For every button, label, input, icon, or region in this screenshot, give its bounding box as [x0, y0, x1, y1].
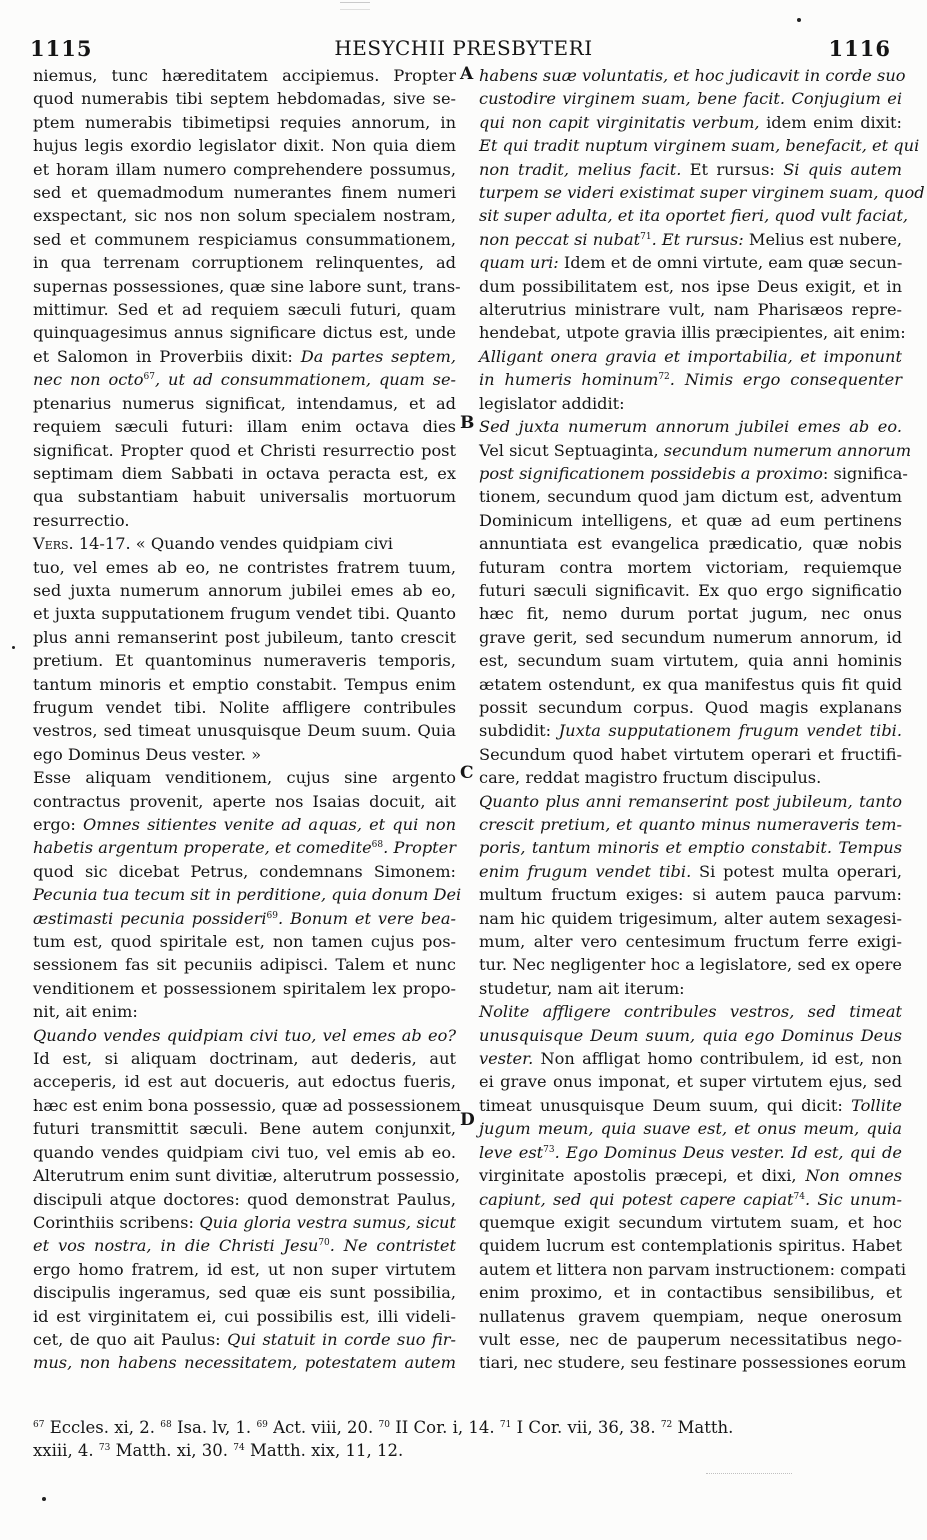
text-line-right: Secundum quod habet virtutem operari et fructifi- [479, 744, 902, 764]
scan-artifact-top [340, 2, 370, 10]
text-line-left: sed juxta numerum annorum jubilei emes ab eo, [33, 580, 456, 600]
text-line-left: nit, ait enim: [33, 1002, 138, 1022]
left-column [33, 64, 462, 1375]
text-line-right: habens suæ voluntatis, et hoc judicavit in corde suo [479, 66, 906, 85]
text-line-right: futuram contra mortem victoriam, requiemque [479, 557, 902, 577]
text-line-right: Dominicum intelligens, et quæ ad eum pertinens [479, 510, 902, 530]
margin-marker-a: A [460, 64, 474, 84]
text-line-left: sed et quemadmodum numerantes finem numeri [33, 183, 456, 203]
text-line-right: subdidit: Juxta supputationem frugum vendet tibi. [479, 721, 903, 741]
text-line-right: Sed juxta numerum annorum jubilei emes ab eo. [479, 417, 902, 437]
text-line-right: quidem lucrum est contemplationis spiritus. Habet [479, 1236, 902, 1256]
text-line-left: ptem numerabis tibimetipsi requies annorum, in [33, 112, 456, 132]
text-line-right: leve est$^{73}$. Ego Dominus Deus vester. Id est, qui de [479, 1142, 902, 1162]
text-line-right: hendebat, utpote gravia illis præcipientes, ait enim: [479, 323, 906, 343]
text-line-right: non tradit, melius facit. Et rursus: Si quis autem [479, 159, 903, 179]
text-line-right: ætatem ostendunt, ex qua manifestus quis fit quid [479, 674, 902, 694]
margin-marker-b: B [460, 413, 475, 433]
text-line-right: quam uri: Idem et de omni virtute, eam quæ secun- [479, 253, 903, 273]
text-line-right: studetur, nam ait iterum: [479, 978, 685, 998]
text-line-right: unusquisque Deum suum, quia ego Dominus Deus [479, 1025, 902, 1045]
text-line-right: capiunt, sed qui potest capere capiat$^{74}$. Sic unum- [479, 1189, 902, 1209]
text-line-left: quod numerabis tibi septem hebdomadas, sive se- [33, 89, 456, 109]
running-title: HESYCHII PRESBYTERI [334, 36, 593, 60]
text-line-right: nullatenus gravem quempiam, neque onerosum [479, 1306, 902, 1326]
text-line-left: et vos nostra, in die Christi Jesu$^{70}$. Ne contristet [33, 1236, 456, 1256]
text-line-left: tantum minoris et emptio constabit. Tempus enim [33, 674, 456, 694]
text-line-right: multum fructum exiges: si autem pauca parvum: [479, 885, 902, 905]
text-line-left: pretium. Et quantominus numeraveris temporis, [33, 651, 456, 671]
margin-marker-d: D [460, 1110, 475, 1130]
text-line-left: et juxta supputationem frugum vendet tibi. Quanto [33, 604, 456, 624]
text-line-right: autem et littera non parvam instructionem: compati [479, 1259, 907, 1279]
text-line-right: vult esse, nec de pauperum necessitatibus nego- [479, 1329, 902, 1349]
text-line-right: crescit pretium, et quanto minus numeraveris tem- [479, 815, 902, 834]
text-line-left: Corinthiis scribens: Quia gloria vestra sumus, sicut [33, 1212, 456, 1232]
text-line-left: sessionem fas sit pecuniis adipisci. Talem et nunc [33, 955, 456, 975]
text-line-right: possit secundum corpus. Quod magis explanans [479, 697, 902, 717]
text-line-right: mum, alter vero centesimum fructum ferre exigi- [479, 932, 902, 952]
text-line-right: sit super adulta, et ita oportet fieri, quod vult faciat, [479, 206, 909, 226]
text-line-left: sed et communem respiciamus consummationem, [33, 229, 456, 249]
text-line-right: Quanto plus anni remanserint post jubileum, tanto [479, 791, 902, 811]
text-line-left: nec non octo$^{67}$, ut ad consummationem, quam se- [33, 370, 456, 390]
text-line-left: Esse aliquam venditionem, cujus sine argento [33, 768, 456, 788]
text-line-left: Alterutrum enim sunt divitiæ, alterutrum possessio, [33, 1166, 461, 1186]
text-line-left: significat. Propter quod et Christi resurrectio post [33, 440, 456, 460]
text-line-right: alterutrius ministrare vult, nam Pharisæos repre- [479, 300, 902, 320]
text-line-right: Et qui tradit nuptum virginem suam, benefacit, et qui [479, 136, 920, 156]
text-line-right: tur. Nec negligenter hoc a legislatore, sed ex opere [479, 955, 902, 975]
text-line-left: et Salomon in Proverbiis dixit: Da partes septem, [33, 346, 456, 366]
text-line-right: care, reddat magistro fructum discipulus. [479, 768, 822, 788]
text-line-left: discipuli atque doctores: quod demonstrat Paulus, [33, 1189, 456, 1209]
text-line-left: venditionem et possessionem spiritalem lex propo- [33, 978, 456, 998]
text-line-right: est, secundum suam virtutem, quia anni hominis [479, 651, 902, 671]
text-line-left: acceperis, id est aut docueris, aut edoctus fueris, [33, 1072, 456, 1092]
text-line-left: Pecunia tua tecum sit in perditione, quia donum Dei [33, 885, 462, 905]
text-line-left: resurrectio. [33, 510, 130, 530]
text-line-right: enim frugum vendet tibi. Si potest multa operari, [479, 861, 902, 881]
text-line-left: requiem sæculi futuri: illam enim octava dies [33, 417, 456, 437]
footnotes-line-1: $^{67}$ Eccles. xi, 2. $^{68}$ Isa. lv, 1. $^{69}$ Act. viii, 20. $^{70}$ II Cor. i, 14. $^{71}$ I Cor. vii, 36, 38. $^{72}$ Matth. [33, 1418, 734, 1437]
scan-speck [797, 18, 801, 22]
right-column [479, 64, 925, 1375]
text-line-right: grave gerit, sed secundum numerum annorum, id [479, 627, 902, 647]
text-line-right: hæc fit, nemo durum portat jugum, nec onus [479, 604, 902, 624]
text-line-right: dum possibilitatem est, nos ipse Deus exigit, et in [479, 276, 902, 296]
text-line-left: tum est, quod spiritale est, non tamen cujus pos- [33, 932, 456, 952]
text-line-right: turpem se videri existimat super virginem suam, quod [479, 183, 925, 203]
text-line-left: mus, non habens necessitatem, potestatem autem [33, 1353, 456, 1373]
text-line-right: enim proximo, et in contactibus sensibilibus, et [479, 1283, 902, 1303]
text-line-right: Nolite affligere contribules vestros, sed timeat [479, 1002, 902, 1022]
text-line-left: vestros, sed timeat unusquisque Deum suum. Quia [33, 721, 456, 741]
text-line-right: Vel sicut Septuaginta, secundum numerum annorum [479, 440, 912, 460]
text-line-right: ei grave onus imponat, et super virtutem ejus, sed [479, 1072, 902, 1092]
text-line-right: in humeris hominum$^{72}$. Nimis ergo consequenter [479, 370, 902, 390]
text-line-right: tiari, nec studere, seu festinare possessiones eorum [479, 1353, 907, 1373]
text-line-left: ptenarius numerus significat, intendamus, et ad [33, 393, 456, 413]
text-line-right: non peccat si nubat$^{71}$. Et rursus: Melius est nubere, [479, 229, 903, 249]
page-number-right: 1116 [828, 36, 891, 61]
text-line-left: supernas possessiones, quæ sine labore sunt, trans- [33, 276, 461, 296]
text-line-left: plus anni remanserint post jubileum, tanto crescit [33, 627, 456, 647]
text-line-left: et horam illam numero comprehendere possumus, [33, 159, 456, 179]
text-line-right: Alligant onera gravia et importabilia, et imponunt [479, 346, 902, 366]
text-line-left: habetis argentum properate, et comedite$^{68}$. Propter [33, 838, 457, 858]
text-line-left: mittimur. Sed et ad requiem sæculi futuri, quam [33, 300, 456, 320]
text-line-left: in qua terrenam corruptionem relinquentes, ad [33, 253, 456, 273]
text-line-left: tuo, vel emes ab eo, ne contristes fratrem tuum, [33, 557, 456, 577]
text-line-left: ergo homo fratrem, id est, ut non super virtutem [33, 1259, 456, 1279]
text-line-left: hæc est enim bona possessio, quæ ad possessionem [33, 1095, 462, 1115]
text-line-left: ego Dominus Deus vester. » [33, 744, 262, 764]
text-line-right: annuntiata est evangelica prædicatio, quæ nobis [479, 534, 902, 554]
text-line-left: quod sic dicebat Petrus, condemnans Simonem: [33, 861, 456, 881]
margin-speck [12, 646, 15, 649]
text-line-left: quando vendes quidpiam civi tuo, vel emis ab eo. [33, 1142, 456, 1162]
text-line-right: tionem, secundum quod jam dictum est, adventum [479, 487, 902, 507]
text-line-left: æstimasti pecunia possideri$^{69}$. Bonum et vere bea- [33, 908, 456, 928]
text-line-left: frugum vendet tibi. Nolite affligere contribules [33, 697, 456, 717]
page-number-left: 1115 [30, 36, 93, 61]
text-line-left: contractus provenit, aperte nos Isaias docuit, ait [33, 791, 456, 811]
text-line-left: ergo: Omnes sitientes venite ad aquas, et qui non [33, 815, 456, 834]
text-line-left: Quando vendes quidpiam civi tuo, vel emes ab eo? [33, 1025, 456, 1045]
scan-artifact-bottom [706, 1473, 792, 1476]
text-line-left: id est virginitatem ei, cui possibilis est, illi videli- [33, 1306, 456, 1326]
text-line-right: nam hic quidem trigesimum, alter autem sexagesi- [479, 908, 902, 928]
text-line-right: quemque exigit secundum virtutem suam, et hoc [479, 1212, 902, 1232]
text-line-right: jugum meum, quia suave est, et onus meum, quia [479, 1119, 902, 1139]
text-line-left: septimam diem Sabbati in octava peracta est, ex [33, 463, 456, 483]
footnotes-line-2: xxiii, 4. $^{73}$ Matth. xi, 30. $^{74}$ Matth. xix, 11, 12. [33, 1441, 404, 1460]
text-line-left: hujus legis exordio legislator dixit. Non quia diem [33, 136, 456, 156]
text-line-left: exspectant, sic nos non solum specialem nostram, [33, 206, 456, 226]
margin-marker-c: C [460, 763, 474, 783]
text-line-right: timeat unusquisque Deum suum, qui dicit: Tollite [479, 1095, 902, 1115]
text-line-right: legislator addidit: [479, 393, 625, 413]
text-line-right: virginitate apostolis præcepi, et dixi, Non omnes [479, 1166, 903, 1186]
text-line-left: quinquagesimus annus significare dictus est, unde [33, 323, 456, 343]
text-line-right: poris, tantum minoris et emptio constabit. Tempus [479, 838, 902, 858]
text-line-right: futuri sæculi significavit. Ex quo ergo significatio [479, 580, 902, 600]
text-line-left: discipulis ingeramus, sed quæ eis sunt possibilia, [33, 1283, 456, 1303]
text-line-right: vester. Non affligat homo contribulem, id est, non [479, 1049, 902, 1069]
text-line-left: cet, de quo ait Paulus: Qui statuit in corde suo fir- [33, 1329, 456, 1349]
text-line-right: qui non capit virginitatis verbum, idem enim dixit: [479, 112, 902, 132]
text-line-left: futuri transmittit sæculi. Bene autem conjunxit, [33, 1119, 456, 1139]
text-line-right: custodire virginem suam, bene facit. Conjugium ei [479, 89, 902, 109]
text-line-left: Vers. 14-17. « Quando vendes quidpiam civi [33, 534, 393, 554]
text-line-left: Id est, si aliquam doctrinam, aut dederis, aut [33, 1049, 456, 1069]
bottom-speck [42, 1497, 46, 1501]
text-line-left: qua substantiam habuit universalis mortuorum [33, 487, 456, 507]
text-line-left: niemus, tunc hæreditatem accipiemus. Propter [33, 66, 456, 85]
text-line-right: post significationem possidebis a proximo: significa- [479, 463, 908, 483]
